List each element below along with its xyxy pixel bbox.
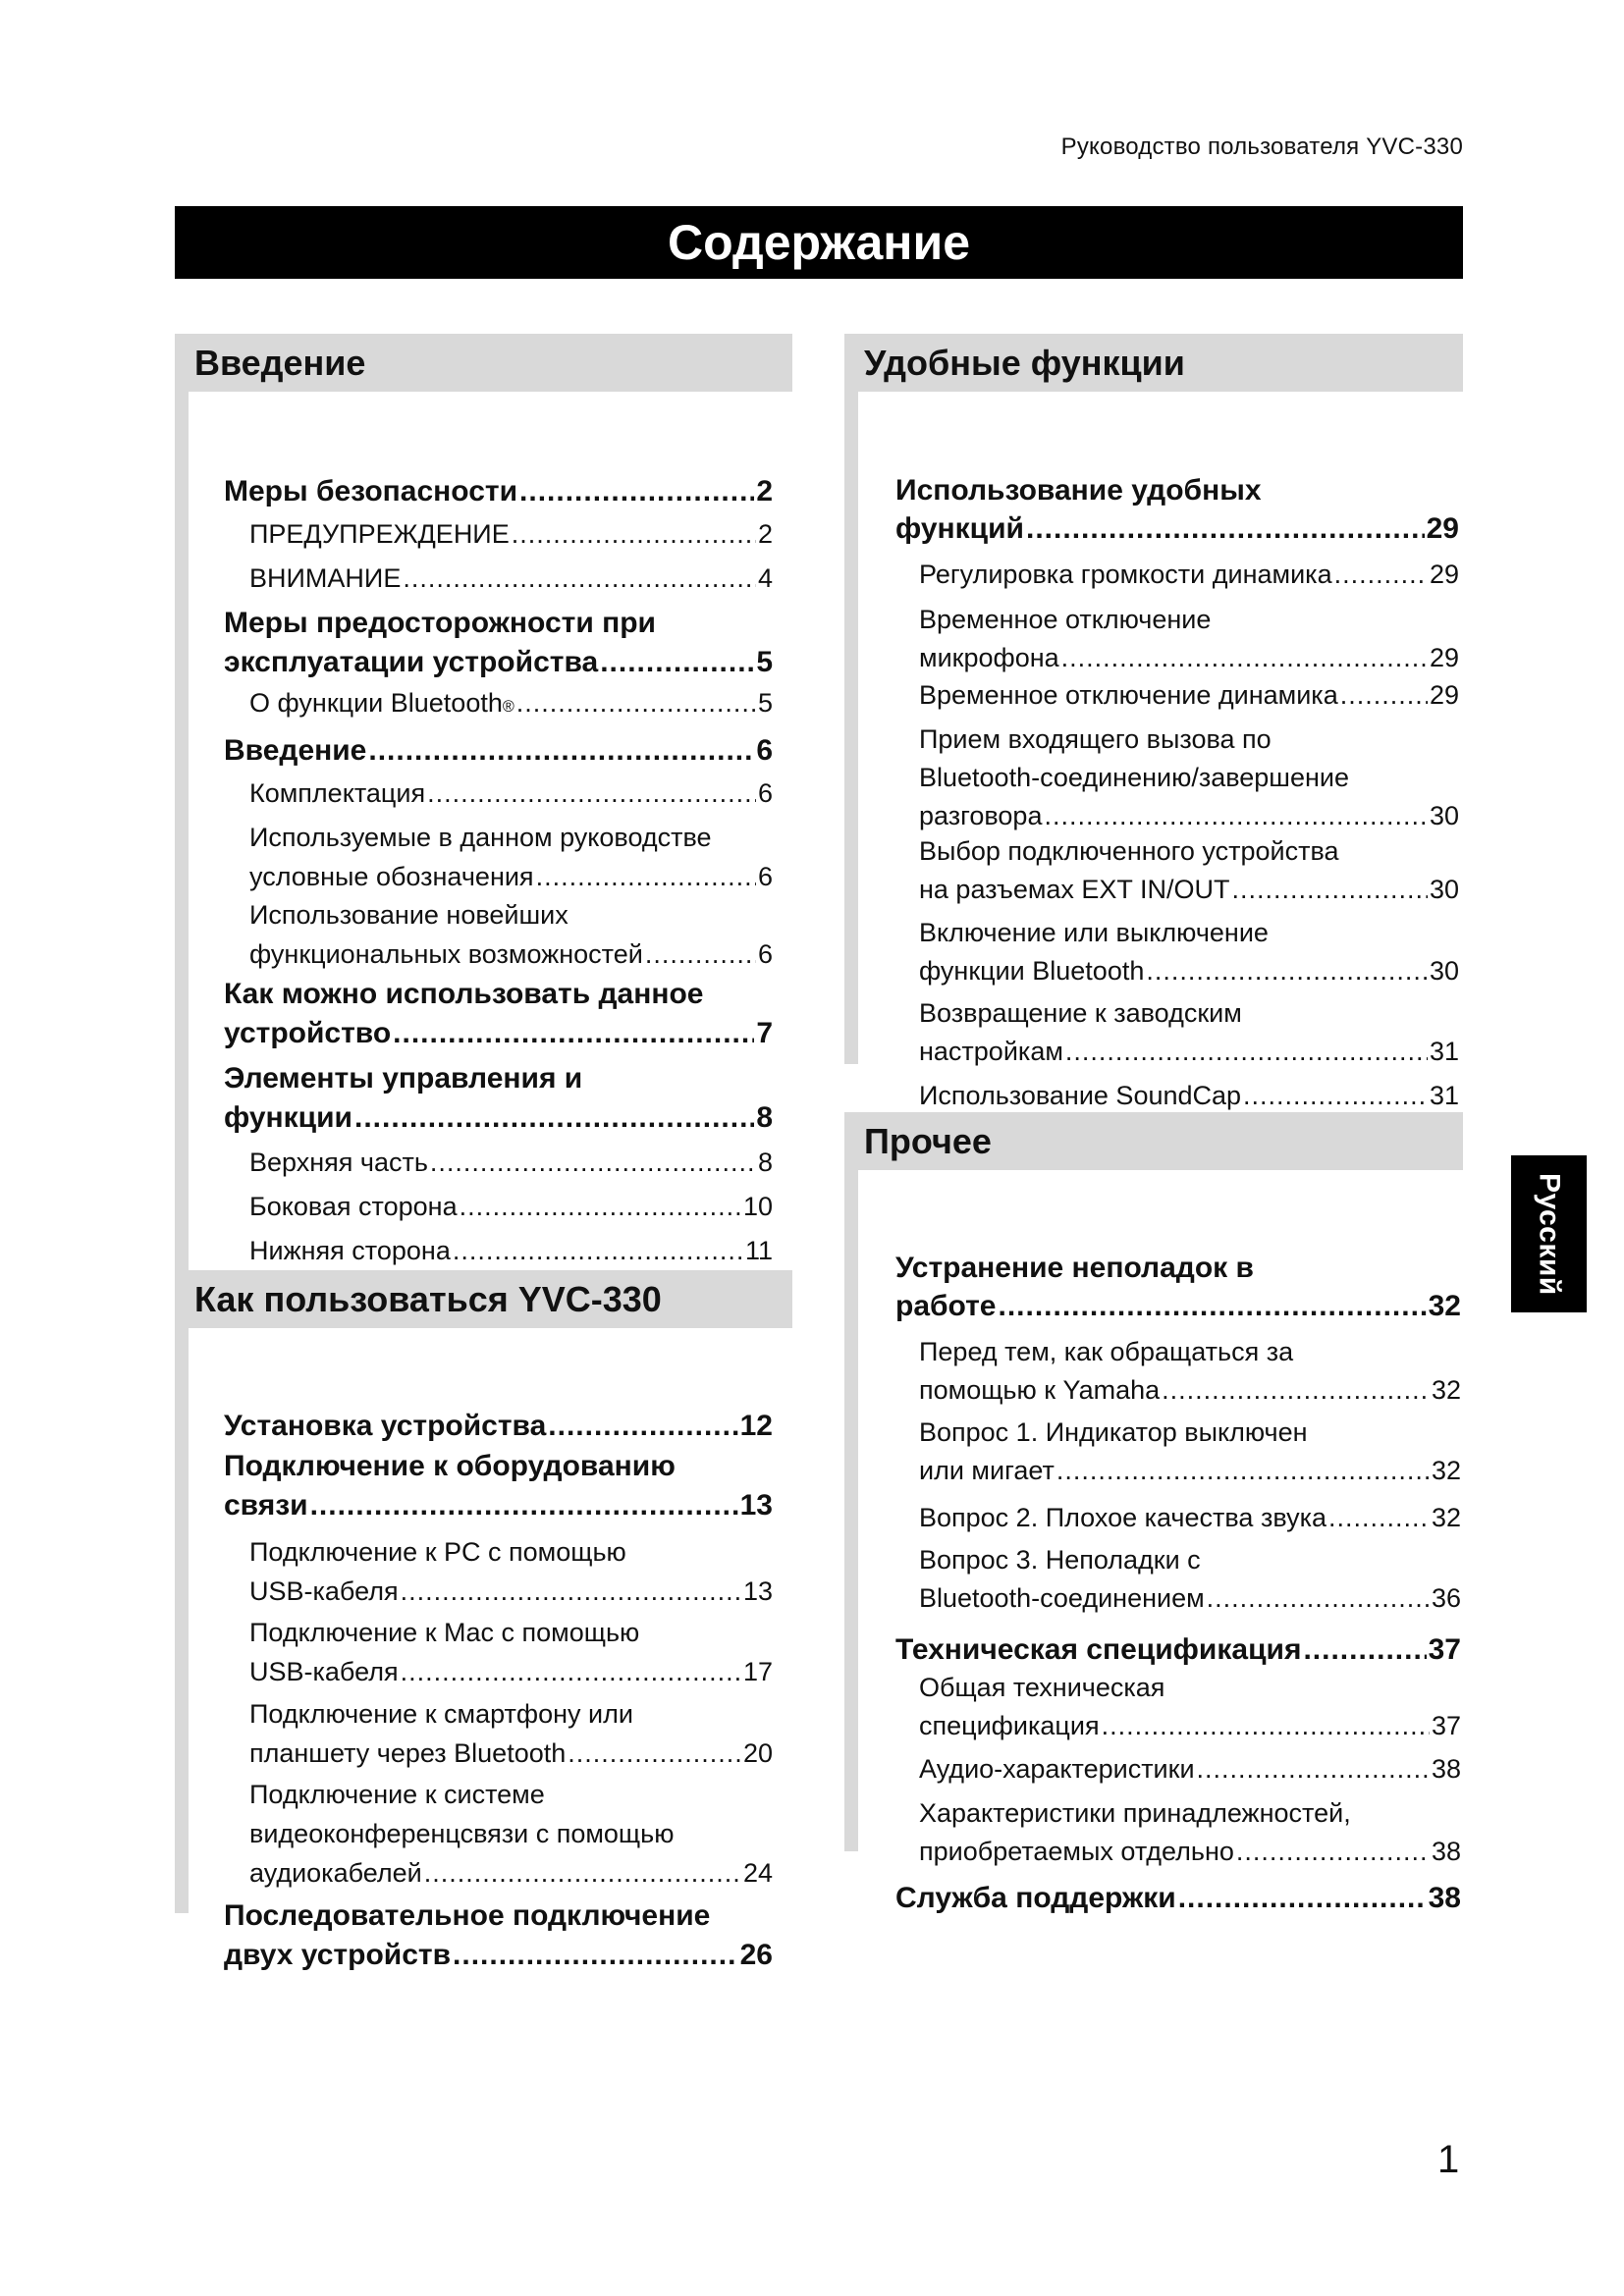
toc-entry-title: Использование SoundCap [919,1081,1242,1110]
dot-leader [1340,680,1428,711]
toc-title: Содержание [667,215,971,270]
toc-entry[interactable] [895,1252,1461,1328]
toc-entry-line [224,646,773,685]
toc-entry-line [919,680,1459,719]
toc-entry-title: Последовательное подключение [224,1899,711,1932]
toc-entry[interactable] [919,918,1459,994]
section-intro [175,334,792,1276]
dot-leader [1197,1754,1430,1785]
toc-entry-line [895,1290,1461,1328]
toc-entry-line [919,918,1459,956]
document-header-title: Руководство пользователя YVC-330 [1060,133,1463,160]
toc-entry-line [919,1375,1461,1414]
toc-entry[interactable] [249,900,773,979]
toc-entry-page: 6 [757,939,773,969]
toc-entry-line [919,1798,1461,1837]
toc-entry-title: Использование удобных [895,474,1262,507]
toc-entry-page: 10 [742,1192,773,1221]
toc-entry-page: 17 [742,1657,773,1686]
toc-entry-line [919,763,1459,801]
toc-entry-title: Введение [224,734,367,767]
section-intro-title: Введение [175,334,792,392]
toc-entry-page: 30 [1429,875,1459,904]
dot-leader [519,475,754,508]
toc-entry-title: Устранение неполадок в [895,1252,1254,1284]
toc-entry-line [249,862,773,901]
toc-entry-title: настройкам [919,1037,1063,1066]
toc-entry-line [224,1062,773,1101]
toc-entry-page: 13 [742,1576,773,1606]
toc-entry-line [919,605,1459,643]
toc-entry-line [224,1017,773,1056]
toc-entry-line [919,1417,1461,1456]
toc-entry[interactable] [919,998,1459,1075]
toc-entry-title: Верхняя часть [249,1148,428,1177]
toc-entry-title: Как можно использовать данное [224,978,704,1010]
dot-leader [401,1657,741,1687]
toc-entry-line [249,688,773,727]
toc-entry-page: 20 [742,1738,773,1768]
toc-entry-title: видеоконференцсвязи с помощью [249,1819,675,1848]
dot-leader [1236,1837,1430,1867]
toc-entry-title: Общая техническая [919,1673,1165,1702]
toc-entry-line [224,607,773,646]
toc-entry-page: 5 [757,688,773,718]
toc-entry-line [919,956,1459,994]
toc-entry-page: 30 [1429,801,1459,830]
toc-entry[interactable] [919,724,1459,839]
toc-entry-title: Использование новейших [249,900,568,930]
toc-entry-line [249,1657,773,1696]
toc-entry[interactable] [895,1633,1461,1672]
toc-entry[interactable] [919,1754,1461,1792]
toc-entry-line [224,1450,773,1489]
toc-entry-page: 38 [1431,1837,1461,1866]
toc-entry-line [224,1939,773,1978]
toc-entry[interactable] [249,778,773,818]
toc-entry-page: 8 [757,1148,773,1177]
dot-leader [453,1939,738,1972]
toc-entry-title: ПРЕДУПРЕЖДЕНИЕ [249,519,510,549]
toc-entry-line [249,1192,773,1231]
toc-entry-line [249,1537,773,1576]
toc-entry-line [224,734,773,774]
toc-entry-line [249,563,773,603]
toc-entry-title: работе [895,1290,997,1322]
dot-leader [1243,1081,1428,1111]
toc-entry-title: условные обозначения [249,862,534,891]
toc-entry[interactable] [249,563,773,603]
toc-entry-title: Комплектация [249,778,426,808]
dot-leader [568,1738,741,1769]
language-tab-label: Русский [1533,1172,1566,1296]
toc-entry-line [919,560,1459,598]
toc-entry-line [919,1337,1461,1375]
toc-entry[interactable] [224,1062,773,1141]
toc-entry-page: 31 [1429,1081,1459,1110]
section-other-body [844,1170,1463,1914]
toc-entry-title: двух устройств [224,1939,452,1971]
toc-entry-line [249,778,773,818]
dot-leader [1026,512,1425,546]
section-other-title: Прочее [844,1112,1463,1170]
section-features [844,334,1463,1110]
toc-entry-line [919,1545,1461,1583]
toc-entry[interactable] [224,978,773,1056]
toc-entry[interactable] [249,1148,773,1187]
toc-entry-page: 37 [1428,1633,1461,1666]
toc-entry-title: Возвращение к заводским [919,998,1242,1028]
toc-entry-line [919,643,1459,681]
dot-leader [430,1148,756,1178]
toc-entry[interactable] [919,605,1459,681]
toc-entry-line [895,1633,1461,1672]
dot-leader [453,1236,743,1266]
toc-entry-page: 24 [742,1858,773,1888]
toc-entry-line [919,801,1459,839]
toc-entry[interactable] [224,1899,773,1978]
toc-entry-page: 11 [744,1236,773,1265]
toc-entry[interactable] [895,474,1459,551]
toc-entry-line [919,875,1459,913]
dot-leader [393,1017,754,1050]
toc-entry-title: связи [224,1489,308,1522]
toc-entry-page: 29 [1429,680,1459,710]
toc-entry[interactable] [919,1798,1461,1875]
toc-entry[interactable] [249,823,773,901]
toc-entry-line [249,519,773,559]
toc-entry-page: 32 [1431,1456,1461,1485]
toc-entry-line [249,823,773,862]
dot-leader [460,1192,741,1222]
toc-entry-title: эксплуатации устройства [224,646,599,678]
toc-entry-title: Bluetooth-соединением [919,1583,1205,1613]
toc-entry-line [919,836,1459,875]
toc-entry-line [919,1837,1461,1875]
toc-entry-line [895,474,1459,512]
toc-entry[interactable] [249,1699,773,1778]
toc-entry[interactable] [224,1410,773,1449]
toc-entry-page: 29 [1429,643,1459,672]
toc-entry-title: на разъемах EXT IN/OUT [919,875,1230,904]
dot-leader [368,734,754,768]
section-howto [175,1270,792,1971]
toc-entry[interactable] [249,1618,773,1696]
toc-entry[interactable] [249,1537,773,1616]
toc-entry-page: 32 [1431,1375,1461,1405]
toc-entry-title: USB-кабеля [249,1657,399,1686]
page-number: 1 [1437,2138,1460,2181]
toc-entry-page: 38 [1431,1754,1461,1784]
toc-entry-title: Техническая спецификация [895,1633,1302,1666]
toc-entry-line [249,1576,773,1616]
dot-leader [999,1290,1427,1323]
toc-entry-title: Bluetooth-соединению/завершение [919,763,1349,792]
toc-entry-page: 4 [757,563,773,593]
toc-entry-title: Аудио-характеристики [919,1754,1195,1784]
toc-entry[interactable] [224,1450,773,1528]
toc-entry-line [249,1858,773,1897]
toc-entry-line [919,1037,1459,1075]
dot-leader [645,939,756,970]
toc-entry-title: Меры безопасности [224,475,518,507]
toc-entry-line [919,1711,1461,1749]
dot-leader [354,1101,754,1135]
toc-entry-page: 26 [739,1939,773,1971]
dot-leader [1207,1583,1430,1614]
toc-entry-line [249,939,773,979]
dot-leader [1231,875,1428,905]
dot-leader [536,862,756,892]
dot-leader [403,563,756,594]
toc-entry-title: Прием входящего вызова по [919,724,1272,754]
toc-entry-title: Нижняя сторона [249,1236,451,1265]
toc-entry-line [224,1101,773,1141]
dot-leader [424,1858,741,1889]
toc-entry-line [919,724,1459,763]
toc-entry-page: 6 [757,862,773,891]
toc-entry-title: Меры предосторожности при [224,607,656,639]
toc-entry-title: Подключение к системе [249,1780,545,1809]
toc-entry-title: Установка устройства [224,1410,547,1442]
dot-leader [1056,1456,1430,1486]
toc-entry-line [249,1148,773,1187]
toc-entry[interactable] [919,1503,1461,1541]
toc-entry-title: Временное отключение динамика [919,680,1338,710]
section-features-body [844,392,1463,1110]
toc-entry-title: планшету через Bluetooth [249,1738,567,1768]
dot-leader [1065,1037,1428,1067]
toc-entry-title: ВНИМАНИЕ [249,563,402,593]
toc-entry-title: Перед тем, как обращаться за [919,1337,1294,1366]
toc-entry-line [919,1583,1461,1622]
toc-entry-line [249,1618,773,1657]
dot-leader [1102,1711,1430,1741]
toc-entry-line [919,1456,1461,1494]
toc-entry-title: Элементы управления и [224,1062,583,1095]
registered-mark: ® [502,698,514,716]
toc-entry[interactable] [919,1545,1461,1622]
toc-entry[interactable] [224,475,773,514]
toc-entry-page: 6 [757,778,773,808]
toc-entry-title: Временное отключение [919,605,1212,634]
toc-entry-title: Служба поддержки [895,1882,1176,1914]
toc-entry-page: 8 [756,1101,773,1134]
toc-entry[interactable] [249,1236,773,1275]
toc-entry[interactable] [249,688,773,727]
dot-leader [600,646,754,679]
toc-entry-title: приобретаемых отдельно [919,1837,1234,1866]
dot-leader [512,519,756,550]
toc-entry-page: 5 [756,646,773,678]
toc-entry-line [249,1819,773,1858]
section-intro-body [175,392,792,1276]
toc-entry-page: 30 [1429,956,1459,986]
dot-leader [1328,1503,1430,1533]
toc-entry-page: 32 [1428,1290,1461,1322]
toc-entry-title: USB-кабеля [249,1576,399,1606]
toc-entry-line [919,1503,1461,1541]
toc-entry-title: Вопрос 1. Индикатор выключен [919,1417,1308,1447]
dot-leader [1162,1375,1430,1406]
toc-entry-page: 38 [1428,1882,1461,1914]
toc-entry-title: функциональных возможностей [249,939,643,969]
toc-entry-line [895,1882,1461,1920]
toc-entry-title: Подключение к оборудованию [224,1450,676,1482]
toc-entry-page: 37 [1431,1711,1461,1740]
toc-entry-title: устройство [224,1017,392,1049]
toc-entry-title: аудиокабелей [249,1858,422,1888]
toc-entry-title: Выбор подключенного устройства [919,836,1339,866]
section-features-title: Удобные функции [844,334,1463,392]
toc-entry-page: 6 [756,734,773,767]
toc-entry-title: разговора [919,801,1043,830]
toc-entry-title: Боковая сторона [249,1192,458,1221]
toc-entry-title: Подключение к Mac с помощью [249,1618,640,1647]
toc-entry-line [249,1236,773,1275]
toc-entry-title: Регулировка громкости динамика [919,560,1332,589]
toc-entry-line [224,475,773,514]
toc-entry-page: 13 [739,1489,773,1522]
toc-entry[interactable] [919,836,1459,913]
dot-leader [1061,643,1428,673]
toc-entry-line [919,998,1459,1037]
toc-entry-line [249,1738,773,1778]
toc-entry-page: 36 [1431,1583,1461,1613]
toc-entry[interactable] [249,519,773,559]
toc-entry-title: Подключение к PC с помощью [249,1537,626,1567]
toc-entry-page: 2 [756,475,773,507]
toc-entry[interactable] [919,1417,1461,1494]
toc-entry-title: Подключение к смартфону или [249,1699,633,1729]
section-howto-title: Как пользоваться YVC-330 [175,1270,792,1328]
toc-entry-title: Характеристики принадлежностей, [919,1798,1351,1828]
toc-entry-title: Вопрос 3. Неполадки с [919,1545,1201,1575]
toc-entry-line [224,978,773,1017]
toc-entry-line [249,1699,773,1738]
toc-entry[interactable] [919,1673,1461,1749]
dot-leader [1303,1633,1426,1667]
toc-entry-page: 2 [757,519,773,549]
toc-entry-page: 31 [1429,1037,1459,1066]
toc-entry[interactable] [249,1192,773,1231]
toc-entry-line [919,1754,1461,1792]
toc-entry-title: спецификация [919,1711,1100,1740]
toc-entry-title: О функции Bluetooth [249,688,503,718]
toc-entry-page: 12 [739,1410,773,1442]
toc-entry-line [224,1489,773,1528]
toc-entry-line [895,1252,1461,1290]
section-howto-body [175,1328,792,1971]
toc-entry[interactable] [895,1882,1461,1920]
dot-leader [1178,1882,1427,1915]
toc-entry-title: Используемые в данном руководстве [249,823,712,852]
toc-entry-page: 29 [1426,512,1459,545]
toc-entry-page: 32 [1431,1503,1461,1532]
toc-entry-title: микрофона [919,643,1059,672]
dot-leader [1146,956,1428,987]
language-tab [1511,1155,1587,1312]
toc-entry-title: функции [224,1101,353,1134]
dot-leader [427,778,756,809]
toc-entry-title: помощью к Yamaha [919,1375,1161,1405]
toc-entry-title: Включение или выключение [919,918,1269,947]
toc-entry[interactable] [224,734,773,774]
dot-leader [548,1410,737,1443]
dot-leader [310,1489,738,1522]
toc-entry[interactable] [224,607,773,685]
toc-entry-title: функции Bluetooth [919,956,1145,986]
toc-entry-line [895,512,1459,551]
toc-entry-page: 7 [756,1017,773,1049]
dot-leader [1044,801,1427,831]
toc-entry-line [249,1780,773,1819]
dot-leader [1334,560,1428,590]
toc-entry-line [224,1410,773,1449]
dot-leader [401,1576,741,1607]
toc-entry-title: функций [895,512,1025,545]
toc-entry-line [919,1673,1461,1711]
toc-entry-line [224,1899,773,1939]
toc-entry[interactable] [919,560,1459,598]
toc-entry[interactable] [249,1780,773,1897]
dot-leader [516,688,756,719]
toc-entry-title: или мигает [919,1456,1055,1485]
toc-entry[interactable] [919,680,1459,719]
toc-entry[interactable] [919,1337,1461,1414]
toc-entry-line [249,900,773,939]
toc-entry-title: Вопрос 2. Плохое качества звука [919,1503,1326,1532]
toc-entry-page: 29 [1429,560,1459,589]
toc-title-bar [175,206,1463,279]
section-other [844,1112,1463,1914]
